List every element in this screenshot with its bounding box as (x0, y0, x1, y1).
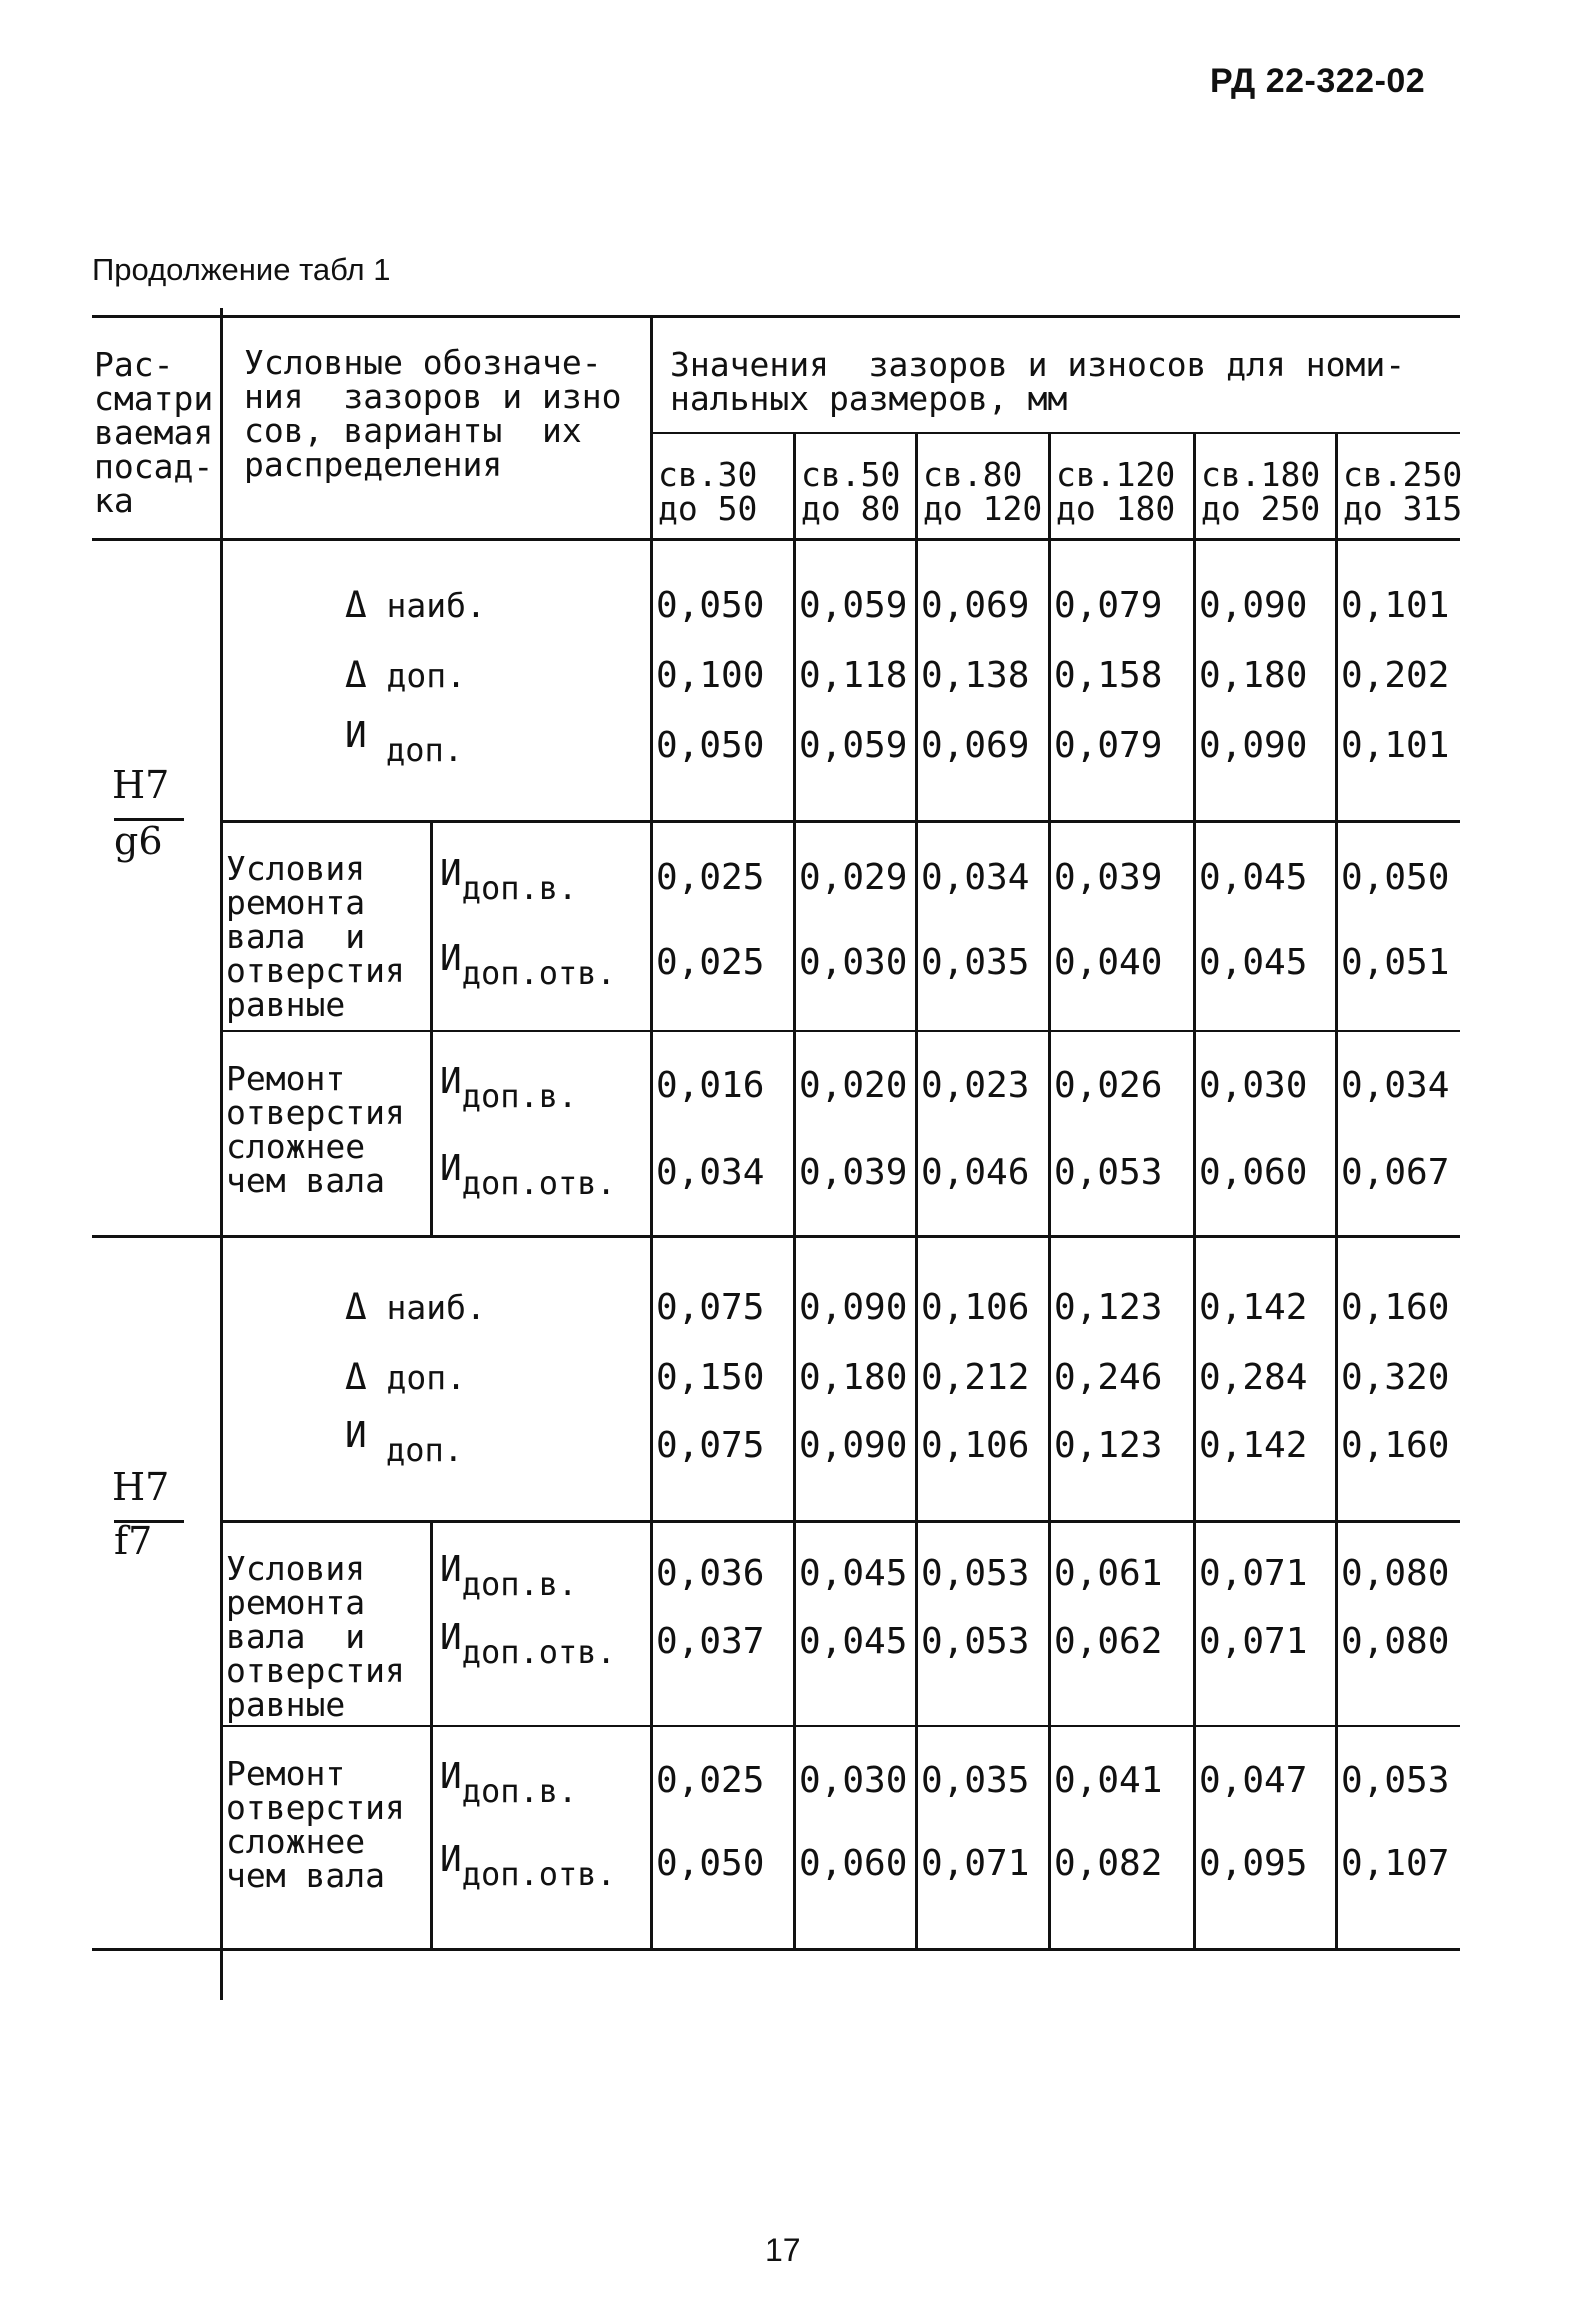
table-cell-value: 0,284 (1199, 1357, 1308, 1398)
range-to-label: до 315 (1343, 489, 1463, 528)
symbol-subscript: доп.в. (461, 869, 578, 907)
range-from-label: св.250 (1343, 455, 1463, 494)
variant-condition-label: ремонта (226, 1583, 366, 1622)
header-top-rule (92, 315, 1460, 318)
symbol-glyph: Δ (345, 655, 367, 696)
range-from-label: св.80 (923, 455, 1023, 494)
symbol-glyph: И (440, 853, 462, 894)
group-bottom-rule (92, 1235, 1460, 1238)
symbol-label (345, 585, 486, 626)
variant-condition-label: отверстия (226, 1093, 405, 1132)
header-bottom-rule (92, 538, 1460, 541)
range-from-label: св.120 (1056, 455, 1176, 494)
table-cell-value: 0,071 (921, 1843, 1030, 1884)
table-cell-value: 0,180 (1199, 655, 1308, 696)
symbol-label (440, 1549, 578, 1603)
table-cell-value: 0,138 (921, 655, 1030, 696)
range-column-rule (793, 432, 796, 1948)
table-cell-value: 0,090 (799, 1425, 908, 1466)
variant-column-rule (430, 1030, 433, 1235)
group-rule (220, 820, 1460, 823)
table-cell-value: 0,036 (656, 1553, 765, 1594)
symbol-subscript: наиб. (366, 1288, 486, 1327)
range-column-rule (915, 432, 918, 1948)
fit-numerator: H7 (112, 763, 170, 807)
table-cell-value: 0,053 (921, 1553, 1030, 1594)
table-cell-value: 0,039 (1054, 857, 1163, 898)
header-symbols-label: ния зазоров и изно (244, 377, 622, 416)
symbol-label (440, 938, 616, 992)
table-cell-value: 0,016 (656, 1065, 765, 1106)
page-number: 17 (765, 2232, 801, 2268)
symbol-subscript: доп.в. (461, 1077, 578, 1115)
table-cell-value: 0,320 (1341, 1357, 1450, 1398)
table-cell-value: 0,061 (1054, 1553, 1163, 1594)
table-cell-value: 0,034 (1341, 1065, 1450, 1106)
table-cell-value: 0,060 (799, 1843, 908, 1884)
table-cell-value: 0,071 (1199, 1553, 1308, 1594)
symbol-subscript: доп.в. (461, 1565, 578, 1603)
table-cell-value: 0,050 (656, 585, 765, 626)
variant-condition-label: Условия (226, 849, 366, 888)
symbol-subscript: доп.отв. (461, 1855, 616, 1893)
table-cell-value: 0,075 (656, 1425, 765, 1466)
variant-condition-label: равные (226, 985, 346, 1024)
table-cell-value: 0,101 (1341, 725, 1450, 766)
table-cell-value: 0,069 (921, 725, 1030, 766)
values-column-rule (650, 315, 653, 1948)
table-bottom-rule (92, 1948, 1460, 1951)
symbol-subscript: доп. (366, 1358, 467, 1397)
symbol-glyph: И (440, 1148, 462, 1189)
symbol-label (440, 1839, 616, 1893)
variant-condition-label: отверстия (226, 951, 405, 990)
symbol-label (345, 1287, 486, 1328)
table-cell-value: 0,142 (1199, 1425, 1308, 1466)
table-cell-value: 0,142 (1199, 1287, 1308, 1328)
variant-condition-label: Ремонт (226, 1059, 346, 1098)
header-symbols-label: сов, варианты их (244, 411, 582, 450)
range-from-label: св.50 (801, 455, 901, 494)
table-cell-value: 0,090 (1199, 725, 1308, 766)
variant-condition-label: равные (226, 1685, 346, 1724)
symbol-glyph: И (345, 715, 367, 756)
table-cell-value: 0,090 (1199, 585, 1308, 626)
variant-condition-label: отверстия (226, 1788, 405, 1827)
symbol-label (440, 1756, 578, 1810)
group-rule (220, 1520, 1460, 1523)
variant-column-rule (430, 1725, 433, 1948)
header-symbols-label: распределения (244, 445, 503, 484)
table-cell-value: 0,039 (799, 1152, 908, 1193)
symbol-subscript: доп.отв. (461, 954, 616, 992)
variant-condition-label: чем вала (226, 1856, 385, 1895)
variant-condition-label: Ремонт (226, 1754, 346, 1793)
table-cell-value: 0,100 (656, 655, 765, 696)
fit-column-rule (220, 308, 223, 2000)
range-to-label: до 50 (658, 489, 758, 528)
table-cell-value: 0,034 (656, 1152, 765, 1193)
table-cell-value: 0,101 (1341, 585, 1450, 626)
table-caption: Продолжение табл 1 (92, 252, 391, 287)
header-symbols-label: Условные обозначе- (244, 343, 602, 382)
symbol-glyph: И (440, 1756, 462, 1797)
header-fit-label: посад- (94, 447, 214, 486)
table-cell-value: 0,067 (1341, 1152, 1450, 1193)
symbol-subscript: доп. (366, 656, 467, 695)
table-cell-value: 0,212 (921, 1357, 1030, 1398)
symbol-glyph: И (440, 1061, 462, 1102)
range-to-label: до 180 (1056, 489, 1176, 528)
variant-condition-label: чем вала (226, 1161, 385, 1200)
symbol-glyph: Δ (345, 1287, 367, 1328)
table-cell-value: 0,095 (1199, 1843, 1308, 1884)
symbol-label (440, 1061, 578, 1115)
range-to-label: до 250 (1201, 489, 1321, 528)
symbol-subscript: доп.отв. (461, 1633, 616, 1671)
table-cell-value: 0,150 (656, 1357, 765, 1398)
table-cell-value: 0,050 (656, 725, 765, 766)
table-cell-value: 0,160 (1341, 1287, 1450, 1328)
variant-rule (220, 1030, 1460, 1032)
table-cell-value: 0,082 (1054, 1843, 1163, 1884)
table-cell-value: 0,053 (921, 1621, 1030, 1662)
table-cell-value: 0,046 (921, 1152, 1030, 1193)
symbol-glyph: Δ (345, 1357, 367, 1398)
variant-condition-label: сложнее (226, 1822, 366, 1861)
ranges-rule (650, 432, 1460, 434)
header-fit-label: ваемая (94, 413, 214, 452)
table-cell-value: 0,107 (1341, 1843, 1450, 1884)
symbol-label (345, 1415, 464, 1469)
header-values-label: Значения зазоров и износов для номи- (670, 345, 1406, 384)
table-cell-value: 0,035 (921, 1760, 1030, 1801)
table-cell-value: 0,050 (1341, 857, 1450, 898)
symbol-subscript: доп. (366, 731, 464, 769)
table-cell-value: 0,037 (656, 1621, 765, 1662)
table-cell-value: 0,053 (1341, 1760, 1450, 1801)
table-cell-value: 0,075 (656, 1287, 765, 1328)
symbol-label (345, 1357, 467, 1398)
table-cell-value: 0,040 (1054, 942, 1163, 983)
range-from-label: св.30 (658, 455, 758, 494)
table-cell-value: 0,034 (921, 857, 1030, 898)
table-cell-value: 0,059 (799, 725, 908, 766)
table-cell-value: 0,160 (1341, 1425, 1450, 1466)
fit-denominator: f7 (114, 1519, 153, 1563)
table-cell-value: 0,079 (1054, 585, 1163, 626)
symbol-subscript: доп.в. (461, 1772, 578, 1810)
symbol-subscript: доп.отв. (461, 1164, 616, 1202)
variant-column-rule (430, 820, 433, 1030)
symbol-label (440, 1617, 616, 1671)
variant-condition-label: вала и (226, 1617, 366, 1656)
symbol-label (440, 853, 578, 907)
range-column-rule (1048, 432, 1051, 1948)
variant-condition-label: Условия (226, 1549, 366, 1588)
header-fit-label: ка (94, 481, 134, 520)
table-cell-value: 0,180 (799, 1357, 908, 1398)
table-cell-value: 0,045 (1199, 942, 1308, 983)
table-cell-value: 0,026 (1054, 1065, 1163, 1106)
variant-condition-label: ремонта (226, 883, 366, 922)
symbol-label (345, 655, 467, 696)
table-cell-value: 0,029 (799, 857, 908, 898)
table-cell-value: 0,158 (1054, 655, 1163, 696)
table-cell-value: 0,123 (1054, 1287, 1163, 1328)
table-cell-value: 0,059 (799, 585, 908, 626)
range-column-rule (1335, 432, 1338, 1948)
table-cell-value: 0,106 (921, 1287, 1030, 1328)
table-cell-value: 0,106 (921, 1425, 1030, 1466)
symbol-label (345, 715, 464, 769)
table-cell-value: 0,041 (1054, 1760, 1163, 1801)
symbol-subscript: доп. (366, 1431, 464, 1469)
header-fit-label: сматри (94, 379, 214, 418)
symbol-glyph: И (440, 938, 462, 979)
symbol-label (440, 1148, 616, 1202)
table-cell-value: 0,025 (656, 942, 765, 983)
table-cell-value: 0,079 (1054, 725, 1163, 766)
table-cell-value: 0,051 (1341, 942, 1450, 983)
header-fit-label: Рас- (94, 345, 174, 384)
table-cell-value: 0,030 (799, 942, 908, 983)
table-cell-value: 0,080 (1341, 1553, 1450, 1594)
table-cell-value: 0,090 (799, 1287, 908, 1328)
table-cell-value: 0,023 (921, 1065, 1030, 1106)
table-cell-value: 0,030 (799, 1760, 908, 1801)
document-code: РД 22-322-02 (1210, 62, 1426, 100)
symbol-glyph: И (440, 1549, 462, 1590)
fit-denominator: g6 (114, 819, 163, 863)
symbol-subscript: наиб. (366, 586, 486, 625)
range-to-label: до 120 (923, 489, 1043, 528)
table-cell-value: 0,080 (1341, 1621, 1450, 1662)
table-cell-value: 0,030 (1199, 1065, 1308, 1106)
table-cell-value: 0,020 (799, 1065, 908, 1106)
table-cell-value: 0,060 (1199, 1152, 1308, 1193)
table-cell-value: 0,202 (1341, 655, 1450, 696)
symbol-glyph: И (440, 1839, 462, 1880)
table-cell-value: 0,118 (799, 655, 908, 696)
table-cell-value: 0,069 (921, 585, 1030, 626)
symbol-glyph: И (440, 1617, 462, 1658)
symbol-glyph: И (345, 1415, 367, 1456)
table-cell-value: 0,045 (799, 1621, 908, 1662)
range-to-label: до 80 (801, 489, 901, 528)
variant-condition-label: вала и (226, 917, 366, 956)
table-cell-value: 0,045 (799, 1553, 908, 1594)
variant-rule (220, 1725, 1460, 1727)
variant-column-rule (430, 1520, 433, 1725)
fit-numerator: H7 (112, 1465, 170, 1509)
table-cell-value: 0,047 (1199, 1760, 1308, 1801)
range-column-rule (1193, 432, 1196, 1948)
table-cell-value: 0,062 (1054, 1621, 1163, 1662)
variant-condition-label: сложнее (226, 1127, 366, 1166)
header-values-label: нальных размеров, мм (670, 379, 1068, 418)
table-cell-value: 0,035 (921, 942, 1030, 983)
table-cell-value: 0,053 (1054, 1152, 1163, 1193)
variant-condition-label: отверстия (226, 1651, 405, 1690)
table-cell-value: 0,045 (1199, 857, 1308, 898)
table-cell-value: 0,050 (656, 1843, 765, 1884)
table-cell-value: 0,071 (1199, 1621, 1308, 1662)
range-from-label: св.180 (1201, 455, 1321, 494)
symbol-glyph: Δ (345, 585, 367, 626)
table-cell-value: 0,246 (1054, 1357, 1163, 1398)
table-cell-value: 0,025 (656, 1760, 765, 1801)
table-cell-value: 0,123 (1054, 1425, 1163, 1466)
table-cell-value: 0,025 (656, 857, 765, 898)
